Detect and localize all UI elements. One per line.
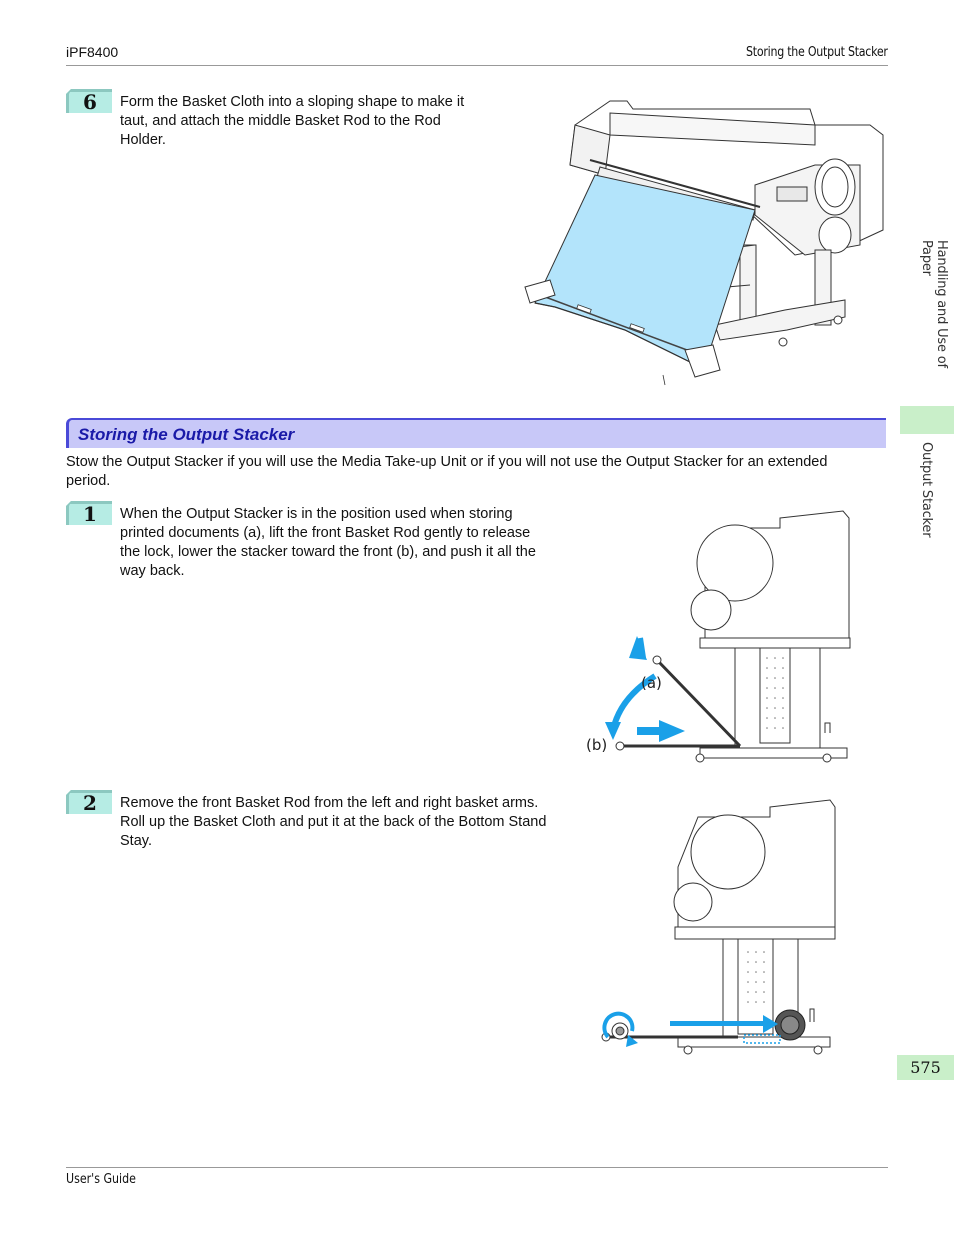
step-1-line-2: printed documents (a), lift the front Basket Rod gently to release (120, 525, 531, 541)
footer-guide: User's Guide (66, 1172, 136, 1187)
label-b: (b) (586, 736, 608, 754)
label-a: (a) (641, 674, 662, 692)
step-1-line-3: the lock, lower the stacker toward the front (b), and push it all the (120, 544, 536, 560)
step-6-number: 6 (83, 90, 97, 113)
step-1-number: 1 (83, 502, 97, 525)
sidebar-chapter-label: Handling and Use of Paper (919, 240, 949, 368)
intro-line-2: period. (66, 473, 111, 489)
section-heading (66, 418, 886, 448)
sidebar-tab-highlight (900, 406, 954, 434)
step-2-badge (66, 790, 112, 814)
step-1-line-1: When the Output Stacker is in the position used when storing (120, 506, 513, 522)
header-section: Storing the Output Stacker (746, 45, 888, 60)
step-2-line-1: Remove the front Basket Rod from the left and right basket arms. (120, 795, 539, 811)
header-product: iPF8400 (66, 44, 119, 60)
step-6-line-2: taut, and attach the middle Basket Rod to the Rod (120, 113, 441, 129)
step-2-text (120, 794, 590, 851)
printer-with-basket-illustration (515, 95, 890, 387)
section-intro (66, 453, 888, 491)
step-6-line-1: Form the Basket Cloth into a sloping shape to make it (120, 94, 465, 110)
header-rule (66, 65, 888, 66)
step-6-text (120, 93, 510, 150)
footer-rule (66, 1167, 888, 1168)
step-2-line-3: Stay. (120, 833, 152, 849)
step-1-badge (66, 501, 112, 525)
step-2-number: 2 (83, 791, 97, 814)
stacker-lowering-illustration (585, 508, 855, 770)
step-6-line-3: Holder. (120, 132, 166, 148)
sidebar-topic-label: Output Stacker (919, 442, 934, 538)
roll-cloth-illustration (598, 797, 838, 1059)
intro-line-1: Stow the Output Stacker if you will use the Media Take-up Unit or if you will not use the Output Stacker for an extended (66, 454, 828, 470)
step-1-line-4: way back. (120, 563, 185, 579)
step-1-text (120, 505, 580, 581)
step-2-line-2: Roll up the Basket Cloth and put it at the back of the Bottom Stand (120, 814, 547, 830)
page-number: 575 (897, 1055, 954, 1080)
step-6-badge (66, 89, 112, 113)
section-title: Storing the Output Stacker (78, 425, 295, 444)
